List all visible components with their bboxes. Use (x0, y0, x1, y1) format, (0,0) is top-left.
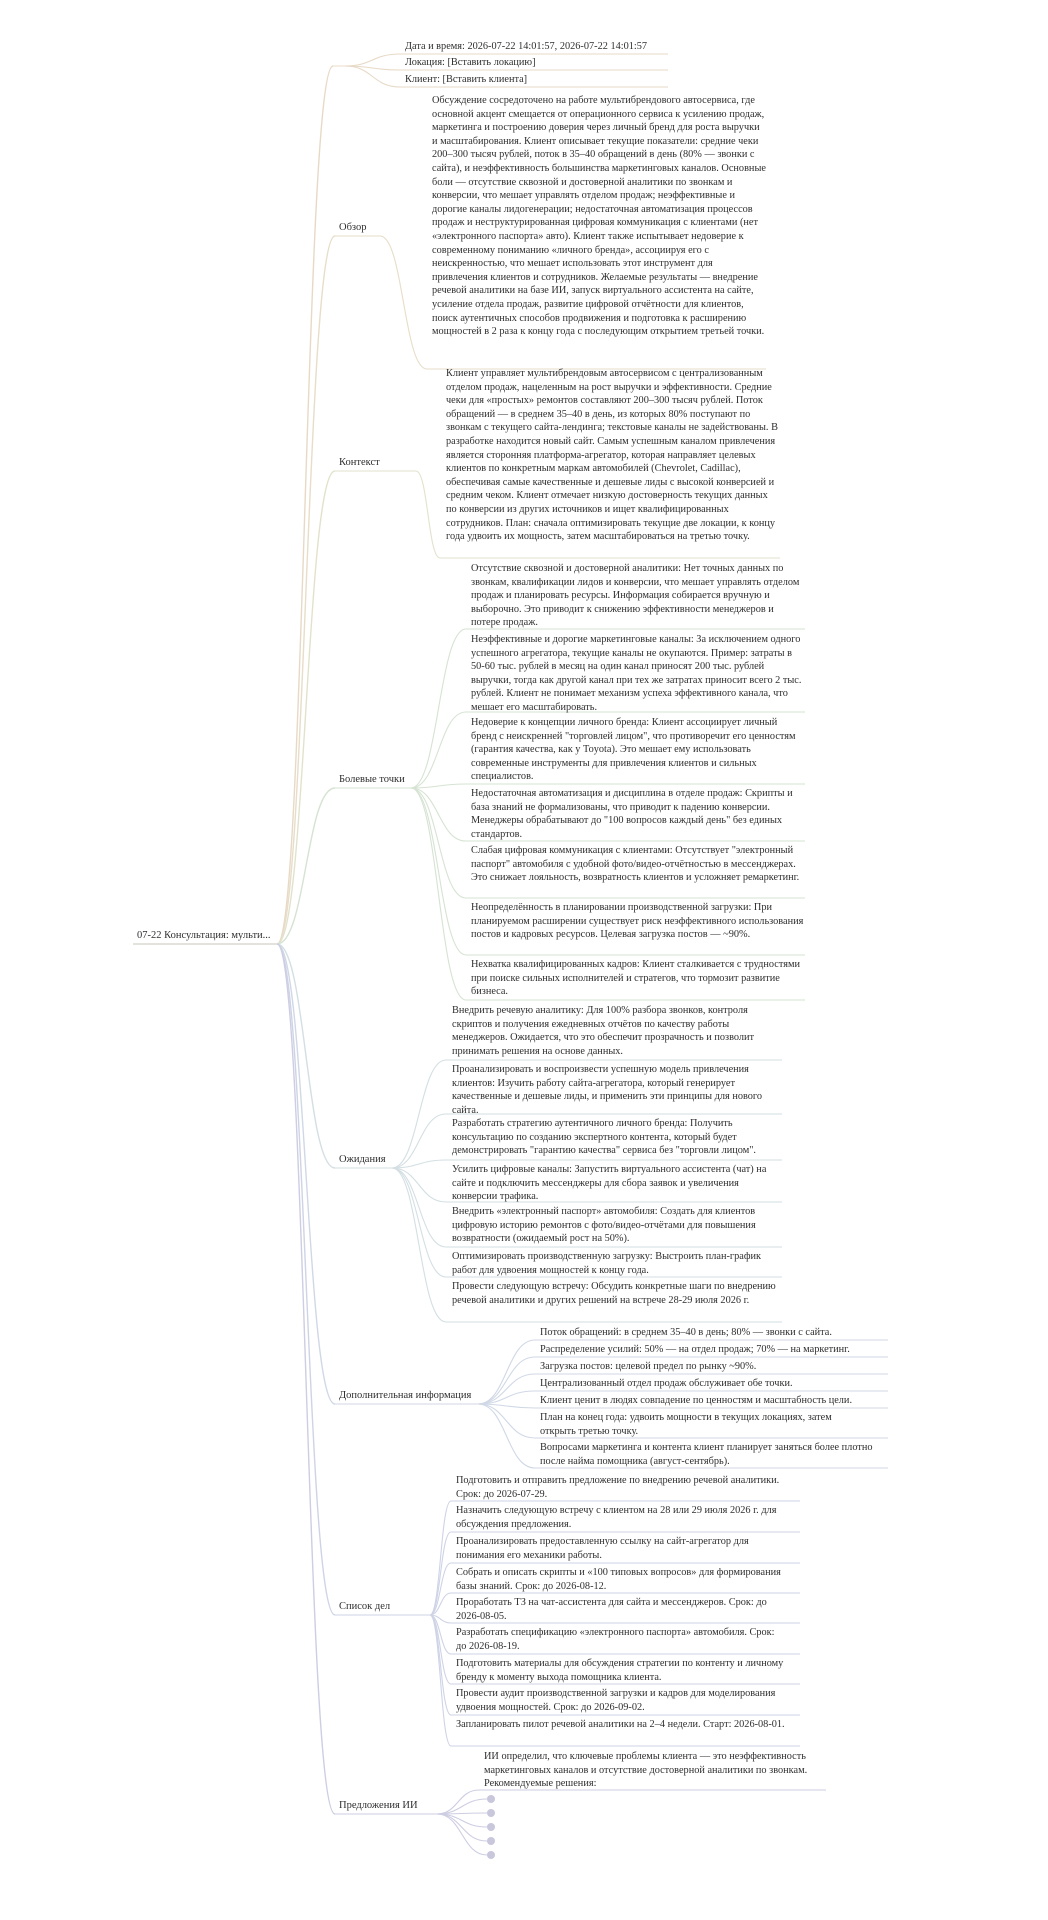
context-text[interactable]: Клиент управляет мультибрендовым автосервисом с централизованным отделом продаж, нацеленным на рост выручки и эффективности. Средние чеки для «простых» ремонтов составляют 200–300 тысяч рублей. Поток обращений — в среднем 35–40 в день, из которых 80% поступают по звонкам с текущего сайта-лендинга; текстовые каналы не задействованы. В разработке находится новый сайт. Самым успешным каналом привлечения является сторонняя платформа-агрегатор, которая направляет целевых клиентов по конкретным маркам автомобилей (Chevrolet, Cadillac), обеспечивая самые качественные и дешевые лиды с высокой конверсией и средним чеком. Клиент отмечает низкую достоверность текущих данных по конверсии из других источников и ищет квалифицированных сотрудников. План: сначала оптимизировать текущие две локации, к концу года удвоить их мощность, затем масштабироваться на третью точку. (446, 368, 778, 543)
connector-line (416, 471, 440, 558)
connector-line (430, 1615, 451, 1684)
collapsed-node-dot[interactable] (487, 1809, 495, 1817)
expectation-item[interactable]: Внедрить речевую аналитику: Для 100% разбора звонков, контроля скриптов и получения ежедневных отчётов по качеству работы менеджеров. Ожидается, что это обеспечит прозрачность и позволит принимать решения на основе данных. (452, 1005, 755, 1057)
expectation-item[interactable]: Провести следующую встречу: Обсудить конкретные шаги по внедрению речевой аналитики и других решений на встрече 28-29 июля 2026 г. (452, 1281, 776, 1306)
meta-client[interactable]: Клиент: [Вставить клиента] (405, 74, 528, 85)
expectation-item[interactable]: Проанализировать и воспроизвести успешную модель привлечения клиентов: Изучить работу сайта-агрегатора, который генерирует качественные и дешевые лиды, и применить эти принципы для нового сайта. (452, 1064, 763, 1116)
additional-info-item[interactable]: Поток обращений: в среднем 35–40 в день; 80% — звонки с сайта. (540, 1327, 832, 1338)
branch-todo[interactable]: Список дел (339, 1601, 391, 1612)
pain-point-item[interactable]: Слабая цифровая коммуникация с клиентами: Отсутствует "электронный паспорт" автомобиля с удобной фото/видео-отчётностью в мессенджерах. Это снижает лояльность, возвратность клиентов и усложняет ремаркетинг. (471, 845, 800, 884)
meta-datetime[interactable]: Дата и время: 2026-07-22 14:01:57, 2026-07-22 14:01:57 (405, 41, 648, 52)
collapsed-node-dot[interactable] (487, 1837, 495, 1845)
connector-line (430, 1615, 451, 1715)
root-node[interactable]: 07-22 Консультация: мульти... (137, 930, 271, 941)
expectation-item[interactable]: Оптимизировать производственную загрузку: Выстроить план-график работ для удвоения мощностей к концу года. (452, 1251, 762, 1276)
pain-point-item[interactable]: Неэффективные и дорогие маркетинговые каналы: За исключением одного успешного агрегатора, текущие каналы не окупаются. Пример: затраты в 50-60 тыс. рублей в месяц на один канал приносят 200 тыс. рублей выручки, тогда как другой канал при тех же затратах приносит всего 2 тыс. рублей. Клиент не понимает механизм успеха эффективного канала, что мешает его масштабировать. (471, 634, 802, 713)
connector-line (478, 1340, 535, 1404)
additional-info-item[interactable]: Распределение усилий: 50% — на отдел продаж; 70% — на маркетинг. (540, 1344, 850, 1355)
connector-line (411, 712, 466, 788)
connector-line (478, 1404, 535, 1468)
connector-line (437, 1814, 487, 1841)
pain-point-item[interactable]: Неопределённость в планировании производственной загрузки: При планируемом расширении существует риск неэффективного использования постов и кадровых ресурсов. Целевая загрузка постов — ~90%. (471, 902, 804, 941)
connector-line (277, 944, 335, 1814)
connector-line (411, 788, 466, 955)
pain-point-item[interactable]: Нехватка квалифицированных кадров: Клиент сталкивается с трудностями при поиске сильных исполнителей и стратегов, что тормозит развитие бизнеса. (471, 959, 800, 998)
ai-suggestion-text[interactable]: ИИ определил, что ключевые проблемы клиента — это неэффективность маркетинговых каналов и отсутствие достоверной аналитики по звонкам. Рекомендуемые решения: (484, 1751, 808, 1790)
connector-line (277, 66, 333, 944)
branch-overview[interactable]: Обзор (339, 222, 367, 233)
todo-item[interactable]: Проанализировать предоставленную ссылку на сайт-агрегатор для понимания его механики работы. (456, 1536, 749, 1561)
collapsed-node-dot[interactable] (487, 1795, 495, 1803)
connector-line (478, 1374, 535, 1404)
expectation-item[interactable]: Разработать стратегию аутентичного личного бренда: Получить консультацию по созданию экспертного контента, который будет демонстрировать "гарантию качества" сервиса без "торговли лицом". (452, 1118, 756, 1157)
connector-line (392, 1168, 446, 1247)
connector-line (277, 944, 335, 1404)
connector-line (430, 1532, 451, 1615)
connector-line (478, 1404, 535, 1438)
expectation-item[interactable]: Внедрить «электронный паспорт» автомобиля: Создать для клиентов цифровую историю ремонтов с фото/видео-отчётами для повышения возвратности (ожидаемый рост на 50%). (452, 1206, 756, 1245)
meta-location[interactable]: Локация: [Вставить локацию] (405, 57, 536, 68)
pain-point-item[interactable]: Недостаточная автоматизация и дисциплина в отделе продаж: Скрипты и база знаний не формализованы, что приводит к падению конверсии. Менеджеры обрабатывают до "100 вопросов каждый день" без единых стандартов. (471, 788, 793, 840)
todo-item[interactable]: Провести аудит производственной загрузки и кадров для моделирования удвоения мощностей. Срок: до 2026-09-02. (456, 1688, 776, 1713)
connector-line (345, 54, 400, 66)
pain-point-item[interactable]: Отсутствие сквозной и достоверной аналитики: Нет точных данных по звонкам, квалификации лидов и конверсии, что мешает управлять отделом продаж и планировать ресурсы. Информация собирается вручную и выборочно. Это приводит к снижению эффективности менеджеров и потере продаж. (471, 563, 800, 629)
connector-line (277, 944, 335, 1615)
todo-item[interactable]: Назначить следующую встречу с клиентом на 28 или 29 июля 2026 г. для обсуждения предложения. (456, 1505, 777, 1530)
additional-info-item[interactable]: Централизованный отдел продаж обслуживает обе точки. (540, 1378, 793, 1389)
todo-item[interactable]: Проработать ТЗ на чат-ассистента для сайта и мессенджеров. Срок: до 2026-08-05. (456, 1597, 767, 1622)
todo-item[interactable]: Подготовить и отправить предложение по внедрению речевой аналитики. Срок: до 2026-07-29. (456, 1475, 780, 1500)
connector-line (437, 1790, 479, 1814)
collapsed-node-dot[interactable] (487, 1823, 495, 1831)
connector-line (411, 629, 466, 788)
pain-point-item[interactable]: Недоверие к концепции личного бренда: Клиент ассоциирует личный бренд с неискренней "торговлей лицом", что противоречит его ценностям (гарантия качества, как у Toyota). Это мешает ему использовать современные инструменты для привлечения клиентов и сильных специалистов. (471, 717, 796, 783)
branch-ai-suggestions[interactable]: Предложения ИИ (339, 1800, 418, 1811)
connector-line (277, 471, 335, 944)
connector-line (380, 236, 427, 369)
connector-line (345, 66, 400, 87)
additional-info-item[interactable]: Вопросами маркетинга и контента клиент планирует заняться более плотно после найма помощника (август-сентябрь). (540, 1442, 873, 1467)
additional-info-item[interactable]: План на конец года: удвоить мощности в текущих локациях, затем открыть третью точку. (540, 1412, 832, 1437)
connector-line (277, 236, 335, 944)
branch-expectations[interactable]: Ожидания (339, 1154, 386, 1165)
branch-context[interactable]: Контекст (339, 457, 380, 468)
collapsed-node-dot[interactable] (487, 1851, 495, 1859)
todo-item[interactable]: Собрать и описать скрипты и «100 типовых вопросов» для формирования базы знаний. Срок: до 2026-08-12. (456, 1567, 781, 1592)
expectation-item[interactable]: Усилить цифровые каналы: Запустить виртуального ассистента (чат) на сайте и подключить мессенджеры для сбора заявок и увеличения конверсии трафика. (452, 1164, 767, 1203)
branch-additional-info[interactable]: Дополнительная информация (339, 1390, 472, 1401)
connector-line (411, 788, 466, 898)
todo-item[interactable]: Разработать спецификацию «электронного паспорта» автомобиля. Срок: до 2026-08-19. (456, 1627, 775, 1652)
branch-pain-points[interactable]: Болевые точки (339, 774, 405, 785)
additional-info-item[interactable]: Загрузка постов: целевой предел по рынку ~90%. (540, 1361, 757, 1372)
todo-item[interactable]: Подготовить материалы для обсуждения стратегии по контенту и личному бренду к моменту выхода помощника клиента. (456, 1658, 784, 1683)
todo-item[interactable]: Запланировать пилот речевой аналитики на 2–4 недели. Старт: 2026-08-01. (456, 1719, 785, 1730)
connector-line (437, 1799, 487, 1814)
connector-line (392, 1060, 446, 1168)
overview-text[interactable]: Обсуждение сосредоточено на работе мультибрендового автосервиса, где основной акцент смещается от операционного сервиса к усилению продаж, маркетинга и построению доверия через личный бренд для роста выручки и масштабирования. Клиент описывает текущие показатели: средние чеки 200–300 тысяч рублей, поток в 35–40 обращений в день (80% — звонки с сайта), и неэффективность большинства маркетинговых каналов. Основные боли — отсутствие сквозной и достоверной аналитики по звонкам и конверсии, что мешает управлять отделом продаж; неэффективные и дорогие каналы лидогенерации; недостаточная автоматизация процессов продаж и неструктурированная цифровая коммуникация с клиентами (нет «электронного паспорта» авто). Клиент также испытывает недоверие к современному пониманию «личного бренда», ассоциируя его с неискренностью, что мешает использовать этот инструмент для привлечения клиентов и сотрудников. Желаемые результаты — внедрение речевой аналитики на базе ИИ, запуск виртуального ассистента на сайте, усиление отдела продаж, развитие цифровой отчётности для клиентов, поиск аутентичных способов продвижения и подготовка к расширению мощностей в 2 раза к концу года с последующим открытием третьей точки. (432, 95, 766, 338)
additional-info-item[interactable]: Клиент ценит в людях совпадение по ценностям и масштабность цели. (540, 1395, 853, 1406)
connector-line (392, 1168, 446, 1322)
connector-line (430, 1501, 451, 1615)
connector-line (411, 784, 466, 788)
